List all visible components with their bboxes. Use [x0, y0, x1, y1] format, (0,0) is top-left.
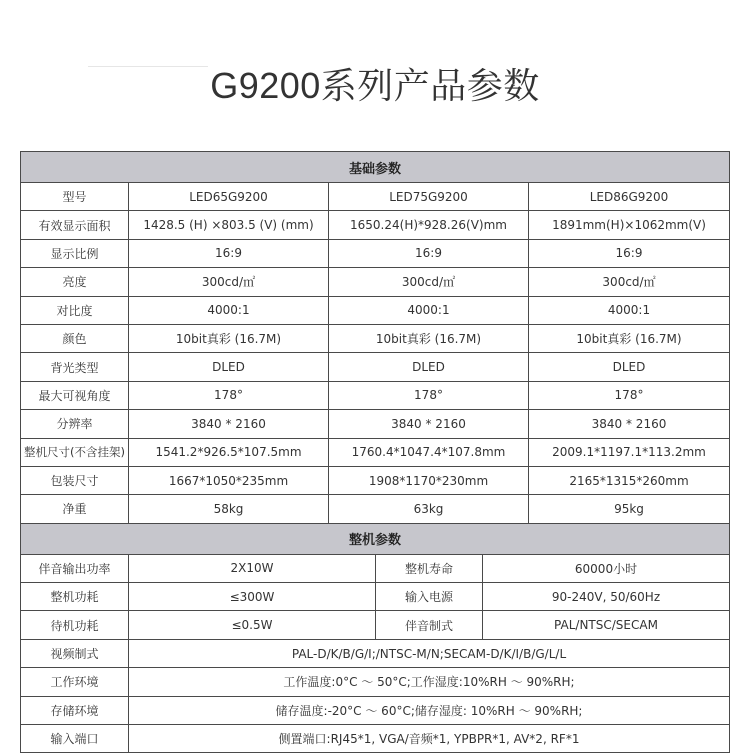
section-title-machine: 整机参数 — [21, 523, 730, 554]
cell-75: 4000:1 — [329, 296, 529, 324]
cell-86: 178° — [529, 381, 730, 409]
table-row — [21, 410, 730, 438]
cell-value: 储存温度:-20°C ～ 60°C;储存湿度: 10%RH ～ 90%RH; — [129, 696, 730, 724]
cell-75: 1650.24(H)*928.26(V)mm — [329, 211, 529, 239]
cell-65: 16:9 — [129, 239, 329, 267]
cell-value: 工作温度:0°C ～ 50°C;工作湿度:10%RH ～ 90%RH; — [129, 668, 730, 696]
table-row — [21, 495, 730, 523]
row-label: 整机尺寸(不含挂架) — [21, 438, 129, 466]
cell-65: 1428.5 (H) ×803.5 (V) (mm) — [129, 211, 329, 239]
section-header-machine — [21, 523, 730, 554]
cell-86: 300cd/㎡ — [529, 268, 730, 296]
row-label: 型号 — [21, 183, 129, 211]
cell-65: 4000:1 — [129, 296, 329, 324]
cell-65: 58kg — [129, 495, 329, 523]
cell-75: 1760.4*1047.4*107.8mm — [329, 438, 529, 466]
cell-75: LED75G9200 — [329, 183, 529, 211]
table-row — [21, 211, 730, 239]
row-label: 整机功耗 — [21, 583, 129, 611]
table-row — [21, 611, 730, 639]
table-row — [21, 554, 730, 582]
cell-value: 2X10W — [129, 554, 376, 582]
cell-value: 60000小时 — [483, 554, 730, 582]
cell-86: 2165*1315*260mm — [529, 466, 730, 494]
cell-75: 300cd/㎡ — [329, 268, 529, 296]
cell-86: 4000:1 — [529, 296, 730, 324]
table-row — [21, 183, 730, 211]
cell-86: DLED — [529, 353, 730, 381]
row-label: 输入电源 — [376, 583, 483, 611]
cell-value: 90-240V, 50/60Hz — [483, 583, 730, 611]
table-row — [21, 324, 730, 352]
table-row — [21, 668, 730, 696]
row-label: 亮度 — [21, 268, 129, 296]
spec-table — [20, 151, 730, 753]
cell-value: PAL-D/K/B/G/I;/NTSC-M/N;SECAM-D/K/I/B/G/L/L — [129, 639, 730, 667]
table-row — [21, 583, 730, 611]
row-label: 净重 — [21, 495, 129, 523]
cell-75: 1908*1170*230mm — [329, 466, 529, 494]
cell-86: 16:9 — [529, 239, 730, 267]
row-label: 存储环境 — [21, 696, 129, 724]
table-row — [21, 725, 730, 753]
cell-65: 10bit真彩 (16.7M) — [129, 324, 329, 352]
cell-value: 侧置端口:RJ45*1, VGA/音频*1, YPBPR*1, AV*2, RF*1 — [129, 725, 730, 753]
cell-86: 95kg — [529, 495, 730, 523]
cell-65: LED65G9200 — [129, 183, 329, 211]
row-label: 工作环境 — [21, 668, 129, 696]
row-label: 视频制式 — [21, 639, 129, 667]
row-label: 分辨率 — [21, 410, 129, 438]
cell-value: ≤0.5W — [129, 611, 376, 639]
table-row — [21, 239, 730, 267]
row-label: 整机寿命 — [376, 554, 483, 582]
table-row — [21, 268, 730, 296]
cell-86: 10bit真彩 (16.7M) — [529, 324, 730, 352]
cell-86: LED86G9200 — [529, 183, 730, 211]
cell-65: 3840 * 2160 — [129, 410, 329, 438]
cell-65: 1541.2*926.5*107.5mm — [129, 438, 329, 466]
cell-value: ≤300W — [129, 583, 376, 611]
table-row — [21, 466, 730, 494]
cell-75: 16:9 — [329, 239, 529, 267]
table-row — [21, 381, 730, 409]
cell-65: DLED — [129, 353, 329, 381]
row-label: 伴音制式 — [376, 611, 483, 639]
page-title: G9200系列产品参数 — [210, 65, 540, 106]
cell-75: 63kg — [329, 495, 529, 523]
row-label: 伴音输出功率 — [21, 554, 129, 582]
row-label: 最大可视角度 — [21, 381, 129, 409]
table-row — [21, 353, 730, 381]
cell-75: 3840 * 2160 — [329, 410, 529, 438]
cell-65: 178° — [129, 381, 329, 409]
cell-value: PAL/NTSC/SECAM — [483, 611, 730, 639]
row-label: 包装尺寸 — [21, 466, 129, 494]
row-label: 颜色 — [21, 324, 129, 352]
row-label: 输入端口 — [21, 725, 129, 753]
table-row — [21, 296, 730, 324]
cell-75: 10bit真彩 (16.7M) — [329, 324, 529, 352]
table-row — [21, 639, 730, 667]
cell-65: 1667*1050*235mm — [129, 466, 329, 494]
cell-65: 300cd/㎡ — [129, 268, 329, 296]
cell-86: 3840 * 2160 — [529, 410, 730, 438]
cell-86: 1891mm(H)×1062mm(V) — [529, 211, 730, 239]
row-label: 待机功耗 — [21, 611, 129, 639]
table-row — [21, 696, 730, 724]
section-header-basic — [21, 152, 730, 183]
cell-75: 178° — [329, 381, 529, 409]
section-title-basic: 基础参数 — [21, 152, 730, 183]
row-label: 背光类型 — [21, 353, 129, 381]
row-label: 显示比例 — [21, 239, 129, 267]
row-label: 对比度 — [21, 296, 129, 324]
row-label: 有效显示面积 — [21, 211, 129, 239]
cell-86: 2009.1*1197.1*113.2mm — [529, 438, 730, 466]
cell-75: DLED — [329, 353, 529, 381]
table-row — [21, 438, 730, 466]
